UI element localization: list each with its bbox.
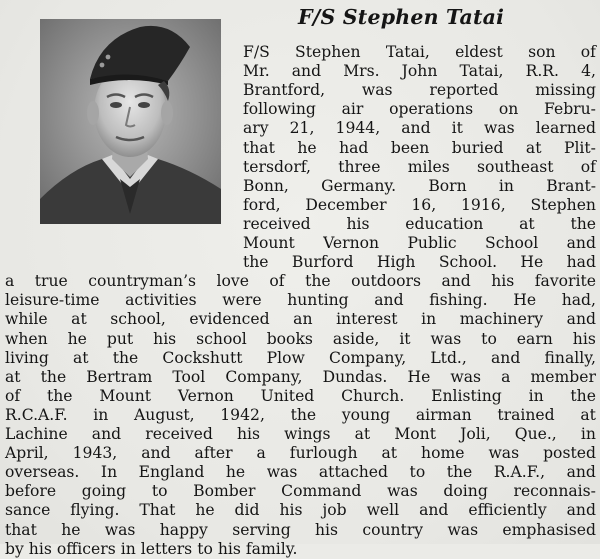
body-word: Vernon <box>177 386 234 405</box>
body-line <box>5 291 596 310</box>
body-line <box>243 100 596 119</box>
body-word: and <box>141 444 171 463</box>
body-word: to <box>197 539 213 558</box>
body-word: he <box>297 138 317 157</box>
body-word: true <box>34 272 68 291</box>
body-word: Mrs. <box>343 62 380 81</box>
body-word: 4, <box>581 62 596 81</box>
body-word: was <box>447 520 479 539</box>
body-word: England <box>138 463 205 482</box>
body-word: R.A.F., <box>493 463 546 482</box>
body-word: following <box>243 100 316 119</box>
body-word: Plow <box>266 348 305 367</box>
body-word: in <box>421 310 437 329</box>
body-word: Brant- <box>546 176 596 195</box>
body-word: a <box>256 444 266 463</box>
body-line <box>5 482 596 501</box>
body-word: while <box>5 310 48 329</box>
body-word: Company, <box>225 367 303 386</box>
body-line <box>5 444 596 463</box>
body-word: his <box>237 425 261 443</box>
body-word: efficiently <box>468 501 547 520</box>
body-word: 1916, <box>461 195 506 214</box>
body-word: Public <box>407 234 457 252</box>
body-word: the <box>570 214 596 233</box>
body-word: was <box>361 81 393 100</box>
body-word: outdoors <box>351 272 421 291</box>
body-line <box>5 310 596 329</box>
body-word: and <box>441 272 471 291</box>
body-word: the <box>46 386 73 405</box>
body-word: in <box>93 405 109 424</box>
body-word: his <box>153 329 177 348</box>
body-word: did <box>234 501 260 520</box>
body-word: that <box>5 520 37 539</box>
body-word: his <box>315 520 339 539</box>
body-word: was <box>104 520 136 539</box>
body-word: at <box>381 444 398 463</box>
body-word: Bertram <box>86 367 153 386</box>
body-word: Dundas. <box>322 367 388 386</box>
body-word: 1942, <box>220 405 265 424</box>
body-word: three <box>338 157 381 176</box>
body-word: and <box>374 291 404 310</box>
body-word: Germany. <box>321 176 397 195</box>
body-line <box>243 43 596 62</box>
body-word: Stephen <box>530 195 596 214</box>
body-word: evidenced <box>189 310 270 329</box>
body-word: That <box>139 501 176 520</box>
body-word: and <box>91 425 122 443</box>
body-word: was <box>484 119 515 138</box>
body-word: favorite <box>534 272 596 291</box>
body-word: serving <box>232 520 291 539</box>
body-word: his <box>572 329 596 348</box>
body-word: Brantford, <box>243 81 326 100</box>
body-word: ary <box>243 119 269 138</box>
body-word: activities <box>125 291 197 310</box>
body-word: Febru- <box>544 100 596 119</box>
body-word: he <box>195 501 215 520</box>
body-word: was <box>430 329 462 348</box>
body-word: Born <box>428 176 467 195</box>
body-line <box>5 330 596 349</box>
body-word: earn <box>516 329 553 348</box>
body-word: before <box>5 482 57 501</box>
body-line <box>243 158 596 177</box>
body-word: Command <box>281 482 362 501</box>
body-word: the <box>112 348 139 367</box>
body-line <box>243 177 596 196</box>
body-line <box>243 253 596 272</box>
article-title: F/S Stephen Tatai <box>298 5 505 29</box>
body-word: happy <box>159 520 208 539</box>
body-word: received <box>145 425 213 443</box>
body-line <box>5 406 596 425</box>
body-word: learned <box>535 119 596 138</box>
body-word: interest <box>336 310 398 329</box>
body-word: country <box>362 520 424 539</box>
body-word: 1943, <box>72 444 118 463</box>
body-word: family. <box>245 539 298 558</box>
body-word: well <box>366 501 400 520</box>
body-word: Enlisting <box>431 386 502 405</box>
body-word: was <box>266 463 298 482</box>
body-word: when <box>5 329 48 348</box>
body-word: at <box>580 405 596 424</box>
body-word: school, <box>110 310 166 329</box>
body-line <box>5 272 596 291</box>
body-word: and <box>566 501 596 520</box>
body-word: at <box>519 214 535 233</box>
body-word: the <box>290 405 317 424</box>
body-word: ford, <box>243 195 281 214</box>
body-word: air <box>341 100 364 119</box>
body-word: the <box>243 253 269 272</box>
body-word: Vernon <box>323 234 380 252</box>
body-word: going <box>81 482 127 501</box>
body-word: home <box>421 444 465 463</box>
body-word: put <box>106 329 134 348</box>
body-word: member <box>530 367 596 386</box>
body-word: furlough <box>289 444 358 463</box>
body-word: Joli, <box>460 425 491 443</box>
body-word: love <box>216 272 249 291</box>
body-word: August, <box>134 405 195 424</box>
body-word: and <box>566 463 596 482</box>
body-word: He <box>513 291 537 310</box>
body-word: hunting <box>287 291 349 310</box>
body-word: the <box>40 367 67 386</box>
body-word: High <box>376 253 416 272</box>
body-word: fishing. <box>429 291 488 310</box>
body-line <box>5 501 596 520</box>
body-word: 16, <box>411 195 437 214</box>
body-word: doing <box>443 482 488 501</box>
body-word: operations <box>389 100 474 119</box>
body-word: December <box>305 195 387 214</box>
body-word: School. <box>438 253 498 272</box>
body-word: been <box>390 138 430 157</box>
body-word: education <box>405 214 484 233</box>
body-word: Burford <box>291 253 354 272</box>
body-word: Cockshutt <box>162 348 243 367</box>
body-word: 21, <box>289 119 315 138</box>
body-word: eldest <box>455 43 503 61</box>
body-word: at <box>5 367 21 386</box>
body-word: and <box>401 119 431 138</box>
portrait-photo <box>40 19 221 224</box>
body-word: Tatai, <box>385 43 430 61</box>
body-word: was <box>488 444 520 463</box>
body-word: wings <box>284 425 331 443</box>
body-word: Company, <box>329 348 407 367</box>
body-word: a <box>5 272 15 291</box>
body-word: In <box>100 463 118 482</box>
body-word: his <box>491 272 515 291</box>
body-word: living <box>5 348 49 367</box>
body-line <box>5 387 596 406</box>
body-word: tersdorf, <box>243 157 311 176</box>
body-word: young <box>341 405 391 424</box>
body-word: southeast <box>476 157 554 176</box>
body-word: he <box>225 463 246 482</box>
body-word: had, <box>561 291 596 310</box>
body-line <box>243 234 596 253</box>
body-word: Tool <box>172 367 206 386</box>
body-word: at <box>525 138 542 157</box>
body-word: John <box>401 62 438 81</box>
body-word: of <box>5 386 21 405</box>
body-word: He <box>407 367 431 386</box>
body-word: overseas. <box>5 463 80 482</box>
body-word: it <box>399 329 411 348</box>
body-word: he <box>67 329 87 348</box>
body-word: to <box>151 482 168 501</box>
body-word: the <box>305 272 331 291</box>
body-word: reconnais- <box>513 482 596 501</box>
body-word: countryman’s <box>88 272 197 291</box>
body-line <box>5 521 596 540</box>
body-word: his <box>279 501 303 520</box>
body-word: and <box>566 234 596 252</box>
body-word: received <box>243 214 311 233</box>
body-word: of <box>580 157 596 176</box>
body-word: and <box>566 310 596 329</box>
body-word: machinery <box>459 310 544 329</box>
body-word: miles <box>407 157 450 176</box>
body-word: Church. <box>341 386 405 405</box>
body-word: at <box>71 310 87 329</box>
body-word: leisure-time <box>5 291 100 310</box>
body-word: was <box>387 482 418 501</box>
body-word: officers <box>56 539 116 558</box>
body-word: job <box>322 501 347 520</box>
body-word: Mount <box>99 386 152 405</box>
body-word: School <box>485 234 539 252</box>
body-word: on <box>498 100 519 119</box>
body-word: was <box>450 367 482 386</box>
body-word: posted <box>543 444 596 463</box>
body-word: it <box>451 119 463 138</box>
body-line <box>243 62 596 81</box>
body-word: Mont <box>394 425 436 443</box>
body-word: missing <box>535 81 596 100</box>
body-word: of <box>269 272 285 291</box>
body-word: books <box>266 329 313 348</box>
body-word: after <box>194 444 233 463</box>
body-word: Stephen <box>295 43 361 61</box>
body-word: were <box>222 291 262 310</box>
body-word: his <box>28 539 52 558</box>
body-word: a <box>501 367 511 386</box>
body-word: Mount <box>243 234 295 252</box>
body-word: he <box>61 520 81 539</box>
body-word: trained <box>497 405 555 424</box>
body-word: aside, <box>332 329 380 348</box>
body-word: buried <box>451 138 504 157</box>
body-word: R.C.A.F. <box>5 405 68 424</box>
body-word: finally, <box>544 348 596 367</box>
body-word: flying. <box>70 501 120 520</box>
body-word: letters <box>140 539 193 558</box>
body-word: and <box>291 62 322 81</box>
body-word: Tatai, <box>459 62 504 81</box>
body-word: Que., <box>514 425 557 443</box>
body-word: school <box>196 329 247 348</box>
body-word: son <box>528 43 556 61</box>
body-line <box>243 196 596 215</box>
body-word: Bomber <box>193 482 256 501</box>
body-word: attached <box>318 463 389 482</box>
body-line <box>243 81 596 100</box>
body-word: to <box>409 463 426 482</box>
body-line <box>243 215 596 234</box>
body-word: 1944, <box>335 119 381 138</box>
body-line <box>5 425 596 444</box>
body-word: emphasised <box>502 520 596 539</box>
body-word: F/S <box>243 43 270 61</box>
body-word: April, <box>5 444 49 463</box>
body-line <box>5 368 596 387</box>
body-word: at <box>354 425 371 443</box>
body-word: his <box>346 214 370 233</box>
body-word: had <box>566 253 596 272</box>
body-word: Lachine <box>5 425 68 443</box>
body-word: in <box>498 176 514 195</box>
body-word: in <box>580 425 596 443</box>
body-word: in <box>528 386 544 405</box>
body-word: He <box>520 253 544 272</box>
body-word: had <box>339 138 369 157</box>
body-word: airman <box>415 405 472 424</box>
body-line <box>243 119 596 138</box>
body-word: Ltd., <box>430 348 467 367</box>
body-word: and <box>491 348 521 367</box>
body-word: and <box>419 501 449 520</box>
body-word: sance <box>5 501 51 520</box>
body-line <box>243 139 596 158</box>
body-word: to <box>481 329 497 348</box>
body-word: Mr. <box>243 62 270 81</box>
body-word: at <box>72 348 89 367</box>
body-word: of <box>580 43 596 61</box>
body-line <box>5 463 596 482</box>
body-line <box>5 540 596 559</box>
body-word: that <box>243 138 275 157</box>
body-word: R.R. <box>525 62 559 81</box>
body-word: in <box>120 539 136 558</box>
body-word: an <box>293 310 313 329</box>
body-word: his <box>217 539 241 558</box>
body-word: reported <box>429 81 499 100</box>
body-line <box>5 349 596 368</box>
body-word: Plit- <box>563 138 596 157</box>
body-word: United <box>260 386 315 405</box>
body-word: by <box>5 539 24 558</box>
body-word: the <box>570 386 596 405</box>
body-word: Bonn, <box>243 176 289 195</box>
body-word: the <box>446 463 473 482</box>
